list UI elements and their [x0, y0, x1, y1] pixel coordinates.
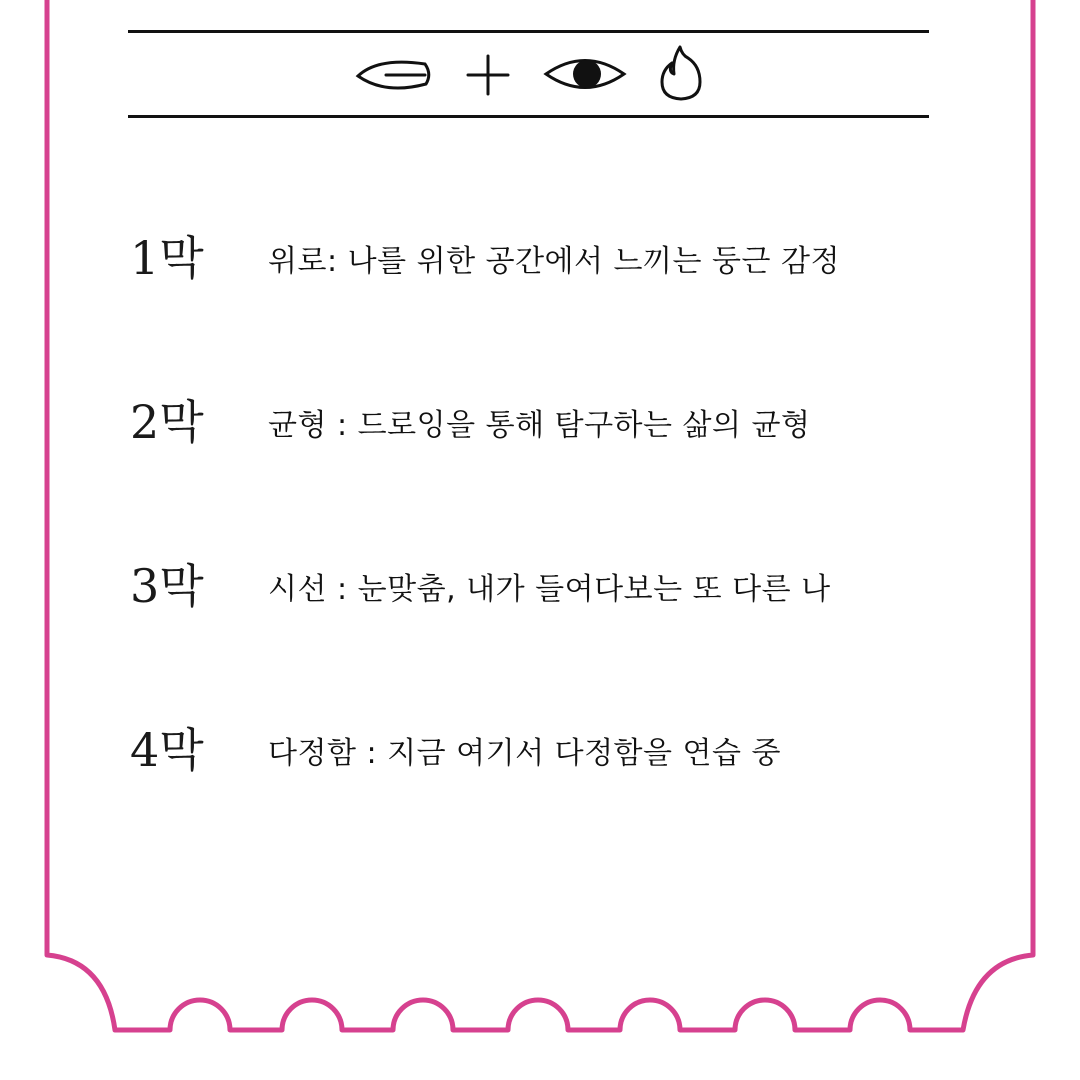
eye-icon — [546, 60, 624, 88]
act-number: 1막 — [130, 231, 204, 285]
act-description: 균형 : 드로잉을 통해 탐구하는 삶의 균형 — [268, 408, 811, 443]
act-description: 위로: 나를 위한 공간에서 느끼는 둥근 감정 — [268, 244, 840, 279]
act-number: 2막 — [130, 395, 204, 449]
act-description: 시선 : 눈맞춤, 내가 들여다보는 또 다른 나 — [268, 572, 831, 607]
act-number: 4막 — [130, 723, 204, 777]
flame-icon — [662, 47, 700, 99]
icon-row — [0, 0, 1080, 150]
act-description: 다정함 : 지금 여기서 다정함을 연습 중 — [268, 736, 782, 771]
act-number: 3막 — [130, 559, 204, 613]
plus-icon — [468, 56, 508, 94]
leaf-icon — [358, 62, 429, 88]
